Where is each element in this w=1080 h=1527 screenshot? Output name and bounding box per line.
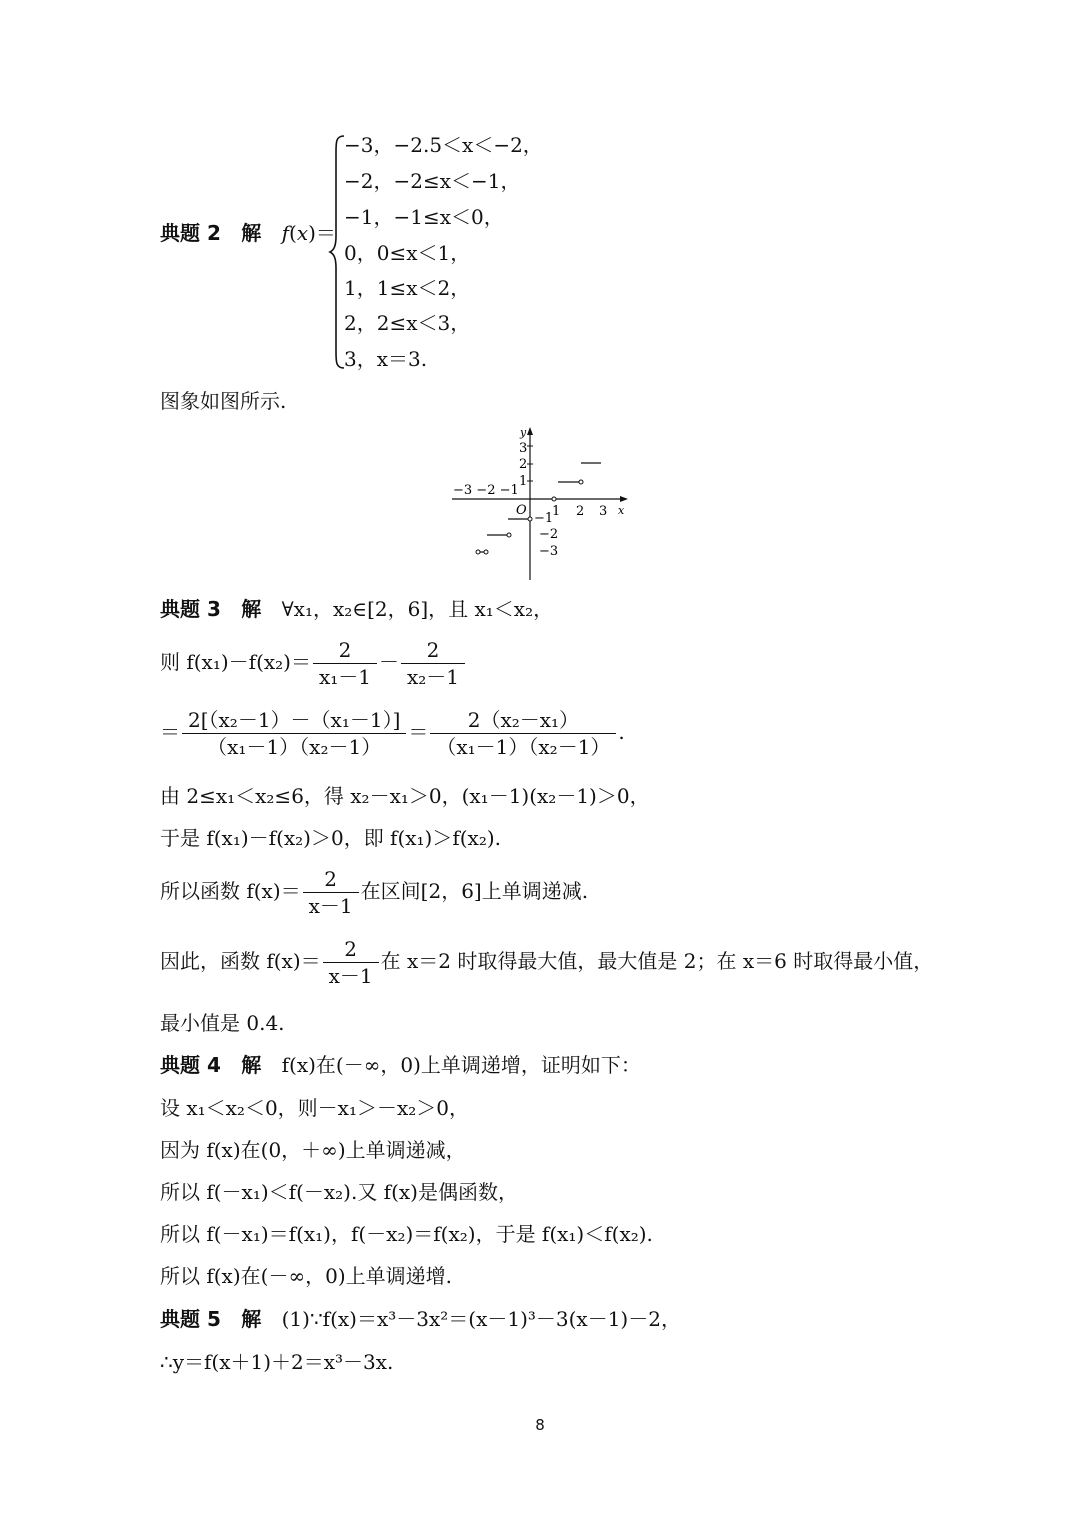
case-line: 2，2≤x＜3， bbox=[344, 311, 471, 335]
case-line: 1，1≤x＜2， bbox=[344, 276, 471, 300]
x-tick-label: 2 bbox=[576, 504, 585, 519]
t3-jie: 解 bbox=[241, 597, 262, 621]
t4-label: 典题 4 bbox=[160, 1053, 221, 1077]
t3-line7 bbox=[160, 936, 933, 989]
t2-jie: 解 bbox=[241, 221, 262, 245]
t3-line2: 则 f(x₁)－f(x₂)＝ $\frac{2}{\text{x₁－1}}$ － $\frac{2}{\text{x₂－1}}$ bbox=[160, 637, 467, 690]
t3-line4: 由 2≤x₁＜x₂≤6，得 x₂－x₁＞0，(x₁－1)(x₂－1)＞0， bbox=[160, 784, 650, 808]
y-tick-label: 3 bbox=[519, 441, 528, 456]
t3-line6-suffix: 在区间[2，6]上单调递减. bbox=[360, 879, 589, 903]
t3-line1 bbox=[160, 596, 553, 622]
t4-line2: 设 x₁＜x₂＜0，则－x₁＞－x₂＞0， bbox=[160, 1096, 469, 1120]
fraction: $\frac{2}{x-1}$ bbox=[323, 936, 379, 989]
axis-label-y: y bbox=[520, 426, 527, 439]
x-axis-arrow bbox=[620, 496, 628, 502]
t4-line1: 典题 4 解 f(x)在(－∞，0)上单调递增，证明如下： bbox=[160, 1053, 641, 1077]
open-point bbox=[484, 550, 488, 554]
t4-line5: 所以 f(－x₁)＝f(x₁)，f(－x₂)＝f(x₂)，于是 f(x₁)＜f(x₂). bbox=[160, 1222, 653, 1246]
t5-jie: 解 bbox=[241, 1307, 262, 1331]
t3-line6-prefix: 所以函数 f(x)＝ bbox=[160, 879, 301, 903]
t5-line1: 典题 5 解 (1)∵f(x)＝x³－3x²＝(x－1)³－3(x－1)－2， bbox=[160, 1307, 681, 1331]
t2-heading: 典题 2 解 f(x)＝ bbox=[160, 221, 336, 245]
fraction: $\frac{\text{2[（x₂－1）－（x₁－1）]}}{\text{（x₁－1）（x₂－1）}}$ bbox=[182, 707, 406, 760]
step-function-graph bbox=[448, 424, 638, 584]
x-tick-label: 1 bbox=[552, 504, 561, 519]
x-neg-tick-labels: −3 −2 −1 bbox=[453, 483, 519, 498]
t3-label: 典题 3 bbox=[160, 597, 221, 621]
x-tick-label: 3 bbox=[599, 504, 608, 519]
y-tick-label: 1 bbox=[519, 474, 528, 489]
t3-line7-prefix: 因此，函数 f(x)＝ bbox=[160, 949, 321, 973]
y-axis-arrow bbox=[527, 427, 533, 435]
axis-label-x: x bbox=[618, 504, 625, 517]
t4-line4: 所以 f(－x₁)＜f(－x₂).又 f(x)是偶函数， bbox=[160, 1180, 518, 1204]
fraction: $\frac{2}{\text{x₂－1}}$ bbox=[401, 637, 465, 690]
t5-label: 典题 5 bbox=[160, 1307, 221, 1331]
fraction: $\frac{2}{\text{x₁－1}}$ bbox=[313, 637, 377, 690]
origin-label: O bbox=[516, 503, 527, 518]
t3-line2-prefix: 则 f(x₁)－f(x₂)＝ bbox=[160, 650, 311, 674]
t3-forall: ∀x₁，x₂∈[2，6]，且 x₁＜x₂， bbox=[281, 597, 554, 621]
open-point bbox=[476, 550, 480, 554]
t3-line6 bbox=[160, 866, 588, 919]
open-point bbox=[528, 517, 532, 521]
open-point bbox=[579, 480, 583, 484]
page-number: 8 bbox=[535, 1416, 545, 1434]
y-tick-label: −3 bbox=[539, 544, 559, 559]
fraction: $\frac{2}{x-1}$ bbox=[303, 866, 359, 919]
t5-line2: ∴y＝f(x＋1)＋2＝x³－3x. bbox=[160, 1350, 394, 1374]
y-tick-label: −1 bbox=[534, 511, 554, 526]
t2-caption: 图象如图所示. bbox=[160, 389, 287, 413]
t3-line5: 于是 f(x₁)－f(x₂)＞0，即 f(x₁)＞f(x₂). bbox=[160, 826, 502, 850]
fraction: $\frac{\text{2（x₂－x₁）}}{\text{（x₁－1）（x₂－1）}}$ bbox=[430, 707, 616, 760]
t3-line7-suffix: 在 x＝2 时取得最大值，最大值是 2；在 x＝6 时取得最小值， bbox=[380, 949, 934, 973]
case-line: 3，x＝3. bbox=[344, 347, 428, 371]
case-line: −2，−2≤x＜−1， bbox=[344, 169, 521, 193]
t2-label: 典题 2 bbox=[160, 221, 221, 245]
y-tick-label: 2 bbox=[519, 457, 528, 472]
open-point bbox=[552, 497, 556, 501]
t3-line8: 最小值是 0.4. bbox=[160, 1011, 285, 1035]
open-point bbox=[507, 533, 511, 537]
t3-line3: ＝ $\frac{\text{2[（x₂－1）－（x₁－1）]}}{\text{（x₁－1）（x₂－1）}}$ ＝ $\frac{\text{2（x₂－x₁）}}{\text{（x₁－1）（x₂－1）}}$ . bbox=[160, 708, 625, 759]
t4-line3: 因为 f(x)在(0，＋∞)上单调递减， bbox=[160, 1138, 466, 1162]
case-line: −1，−1≤x＜0， bbox=[344, 205, 504, 229]
t4-line6: 所以 f(x)在(－∞，0)上单调递增. bbox=[160, 1264, 452, 1288]
y-tick-label: −2 bbox=[539, 527, 559, 542]
t4-jie: 解 bbox=[241, 1053, 262, 1077]
case-line: 0，0≤x＜1， bbox=[344, 241, 471, 265]
case-line: −3，−2.5＜x＜−2， bbox=[344, 133, 543, 157]
